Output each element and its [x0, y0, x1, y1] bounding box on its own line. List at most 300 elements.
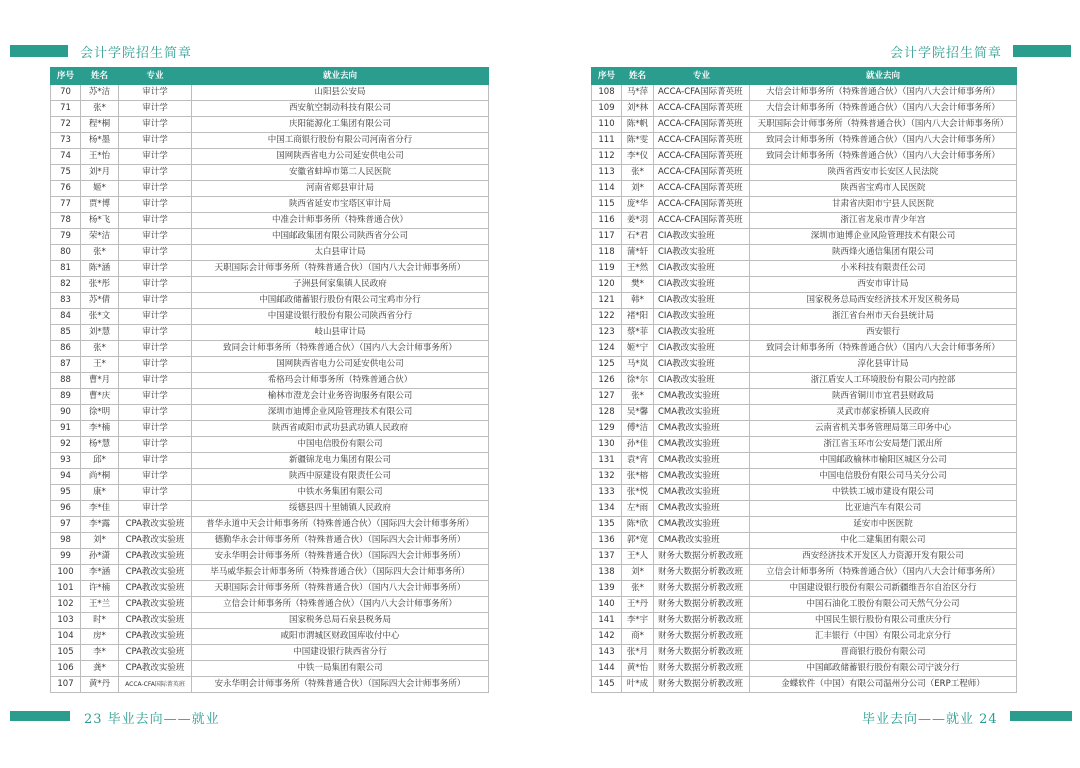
cell-name: 徐*明 — [81, 405, 119, 421]
table-row — [51, 133, 489, 149]
cell-index: 89 — [51, 389, 81, 405]
cell-destination: 浙江省玉环市公安局楚门派出所 — [750, 437, 1017, 453]
table-row — [51, 533, 489, 549]
cell-destination: 榆林市澄龙会计业务咨询服务有限公司 — [192, 389, 489, 405]
table-row — [51, 485, 489, 501]
cell-name: 王*兰 — [81, 597, 119, 613]
cell-index: 88 — [51, 373, 81, 389]
cell-destination: 致同会计师事务所（特殊普通合伙）（国内八大会计师事务所） — [192, 341, 489, 357]
table-row — [51, 341, 489, 357]
cell-destination: 比亚迪汽车有限公司 — [750, 501, 1017, 517]
cell-major: CIA教改实验班 — [654, 357, 750, 373]
cell-destination: 立信会计师事务所（特殊普通合伙）（国内八大会计师事务所） — [750, 565, 1017, 581]
cell-index: 136 — [592, 533, 622, 549]
cell-index: 106 — [51, 661, 81, 677]
cell-index: 144 — [592, 661, 622, 677]
col-header-destination: 就业去向 — [192, 68, 489, 85]
cell-name: 姬* — [81, 181, 119, 197]
cell-major: ACCA-CFA国际菁英班 — [654, 181, 750, 197]
cell-major: ACCA-CFA国际菁英班 — [119, 677, 192, 693]
cell-name: 黄*丹 — [81, 677, 119, 693]
cell-destination: 陕西烽火通信集团有限公司 — [750, 245, 1017, 261]
cell-major: ACCA-CFA国际菁英班 — [654, 149, 750, 165]
cell-major: 审计学 — [119, 389, 192, 405]
table-row — [51, 357, 489, 373]
col-header-major: 专业 — [654, 68, 750, 85]
cell-index: 109 — [592, 101, 622, 117]
table-row — [51, 229, 489, 245]
cell-major: CPA教改实验班 — [119, 581, 192, 597]
cell-index: 134 — [592, 501, 622, 517]
table-row — [592, 245, 1017, 261]
cell-index: 87 — [51, 357, 81, 373]
cell-index: 99 — [51, 549, 81, 565]
cell-name: 张* — [622, 165, 654, 181]
cell-name: 尚*桐 — [81, 469, 119, 485]
cell-index: 123 — [592, 325, 622, 341]
cell-name: 张* — [81, 101, 119, 117]
cell-destination: 中国民生银行股份有限公司重庆分行 — [750, 613, 1017, 629]
cell-name: 姬*宁 — [622, 341, 654, 357]
cell-name: 傅*洁 — [622, 421, 654, 437]
cell-name: 樊* — [622, 277, 654, 293]
cell-major: ACCA-CFA国际菁英班 — [654, 85, 750, 101]
cell-index: 110 — [592, 117, 622, 133]
cell-major: CMA教改实验班 — [654, 501, 750, 517]
table-row — [592, 597, 1017, 613]
cell-index: 80 — [51, 245, 81, 261]
table-row — [51, 373, 489, 389]
cell-index: 82 — [51, 277, 81, 293]
cell-name: 陈*涵 — [81, 261, 119, 277]
cell-destination: 中国邮政集团有限公司陕西省分公司 — [192, 229, 489, 245]
left-header-title: 会计学院招生简章 — [80, 46, 193, 61]
right-header-title: 会计学院招生简章 — [890, 46, 1003, 61]
cell-name: 张* — [622, 389, 654, 405]
cell-destination: 中铁铁工城市建设有限公司 — [750, 485, 1017, 501]
cell-destination: 国家税务总局石泉县税务局 — [192, 613, 489, 629]
cell-name: 杨*飞 — [81, 213, 119, 229]
cell-destination: 中国邮政储蓄银行股份有限公司宁波分行 — [750, 661, 1017, 677]
cell-major: CPA教改实验班 — [119, 661, 192, 677]
cell-index: 119 — [592, 261, 622, 277]
cell-index: 121 — [592, 293, 622, 309]
table-row — [51, 597, 489, 613]
cell-name: 贾*博 — [81, 197, 119, 213]
cell-major: CIA教改实验班 — [654, 277, 750, 293]
cell-index: 143 — [592, 645, 622, 661]
cell-name: 刘* — [622, 565, 654, 581]
cell-name: 张*彤 — [81, 277, 119, 293]
cell-name: 刘* — [81, 533, 119, 549]
table-row — [592, 261, 1017, 277]
table-row — [592, 661, 1017, 677]
cell-major: 财务大数据分析教改班 — [654, 645, 750, 661]
cell-name: 马*岚 — [622, 357, 654, 373]
cell-index: 113 — [592, 165, 622, 181]
cell-name: 荣*洁 — [81, 229, 119, 245]
cell-index: 84 — [51, 309, 81, 325]
right-table-body — [592, 85, 1017, 693]
cell-name: 王* — [81, 357, 119, 373]
cell-major: 财务大数据分析教改班 — [654, 677, 750, 693]
table-row — [51, 517, 489, 533]
cell-major: 审计学 — [119, 309, 192, 325]
cell-destination: 陕西省咸阳市武功县武功镇人民政府 — [192, 421, 489, 437]
cell-major: ACCA-CFA国际菁英班 — [654, 165, 750, 181]
cell-destination: 中准会计师事务所（特殊普通合伙） — [192, 213, 489, 229]
table-row — [51, 85, 489, 101]
table-row — [51, 469, 489, 485]
table-row — [592, 149, 1017, 165]
left-header-bar — [10, 45, 68, 57]
right-footer-text: 毕业去向——就业 24 — [862, 712, 998, 727]
cell-name: 龚* — [81, 661, 119, 677]
table-row — [592, 165, 1017, 181]
table-row — [51, 213, 489, 229]
cell-destination: 咸阳市渭城区财政国库收付中心 — [192, 629, 489, 645]
cell-destination: 立信会计师事务所（特殊普通合伙）（国内八大会计师事务所） — [192, 597, 489, 613]
cell-index: 105 — [51, 645, 81, 661]
cell-destination: 安徽省蚌埠市第二人民医院 — [192, 165, 489, 181]
table-row — [51, 629, 489, 645]
cell-name: 李*楠 — [81, 421, 119, 437]
cell-destination: 中国建设银行股份有限公司陕西省分行 — [192, 309, 489, 325]
cell-major: CMA教改实验班 — [654, 485, 750, 501]
table-row — [592, 85, 1017, 101]
cell-destination: 西安银行 — [750, 325, 1017, 341]
cell-name: 张* — [81, 341, 119, 357]
cell-destination: 德勤华永会计师事务所（特殊普通合伙）（国际四大会计师事务所） — [192, 533, 489, 549]
cell-index: 108 — [592, 85, 622, 101]
table-row — [592, 485, 1017, 501]
cell-index: 130 — [592, 437, 622, 453]
cell-name: 马*萍 — [622, 85, 654, 101]
cell-destination: 国网陕西省电力公司延安供电公司 — [192, 149, 489, 165]
cell-destination: 浙江省台州市天台县统计局 — [750, 309, 1017, 325]
cell-destination: 国网陕西省电力公司延安供电公司 — [192, 357, 489, 373]
cell-major: 审计学 — [119, 437, 192, 453]
right-footer-bar — [1010, 711, 1072, 721]
cell-name: 石*君 — [622, 229, 654, 245]
cell-index: 94 — [51, 469, 81, 485]
cell-major: ACCA-CFA国际菁英班 — [654, 133, 750, 149]
cell-name: 蔡*菲 — [622, 325, 654, 341]
cell-index: 132 — [592, 469, 622, 485]
cell-destination: 致同会计师事务所（特殊普通合伙）（国内八大会计师事务所） — [750, 149, 1017, 165]
cell-major: CIA教改实验班 — [654, 245, 750, 261]
cell-destination: 晋商银行股份有限公司 — [750, 645, 1017, 661]
table-row — [592, 629, 1017, 645]
table-row — [592, 533, 1017, 549]
cell-major: 审计学 — [119, 405, 192, 421]
cell-index: 95 — [51, 485, 81, 501]
cell-major: ACCA-CFA国际菁英班 — [654, 101, 750, 117]
cell-name: 曹*庆 — [81, 389, 119, 405]
cell-major: CMA教改实验班 — [654, 517, 750, 533]
cell-major: CPA教改实验班 — [119, 613, 192, 629]
cell-major: 财务大数据分析教改班 — [654, 597, 750, 613]
cell-index: 77 — [51, 197, 81, 213]
cell-destination: 浙江省龙泉市青少年宫 — [750, 213, 1017, 229]
cell-index: 122 — [592, 309, 622, 325]
table-row — [51, 165, 489, 181]
cell-index: 124 — [592, 341, 622, 357]
cell-name: 刘*林 — [622, 101, 654, 117]
cell-major: 审计学 — [119, 293, 192, 309]
table-row — [51, 101, 489, 117]
cell-index: 97 — [51, 517, 81, 533]
cell-index: 115 — [592, 197, 622, 213]
cell-name: 苏*倩 — [81, 293, 119, 309]
cell-name: 杨*慧 — [81, 437, 119, 453]
cell-name: 邱* — [81, 453, 119, 469]
table-row — [51, 261, 489, 277]
cell-major: CPA教改实验班 — [119, 597, 192, 613]
cell-index: 92 — [51, 437, 81, 453]
cell-name: 张* — [81, 245, 119, 261]
left-footer-bar — [10, 711, 70, 721]
cell-index: 81 — [51, 261, 81, 277]
cell-major: CMA教改实验班 — [654, 437, 750, 453]
cell-name: 蒲*轩 — [622, 245, 654, 261]
table-row — [592, 373, 1017, 389]
cell-name: 李*露 — [81, 517, 119, 533]
cell-destination: 中国建设银行陕西省分行 — [192, 645, 489, 661]
cell-index: 111 — [592, 133, 622, 149]
cell-index: 139 — [592, 581, 622, 597]
cell-name: 王*丹 — [622, 597, 654, 613]
cell-destination: 岐山县审计局 — [192, 325, 489, 341]
right-header-bar — [1013, 45, 1071, 57]
cell-destination: 中国石油化工股份有限公司天然气分公司 — [750, 597, 1017, 613]
cell-name: 庞*华 — [622, 197, 654, 213]
cell-destination: 太白县审计局 — [192, 245, 489, 261]
cell-destination: 大信会计师事务所（特殊普通合伙）（国内八大会计师事务所） — [750, 101, 1017, 117]
cell-name: 张* — [622, 581, 654, 597]
col-header-name: 姓名 — [622, 68, 654, 85]
left-table-body — [51, 85, 489, 693]
cell-destination: 陕西中原建设有限责任公司 — [192, 469, 489, 485]
cell-index: 128 — [592, 405, 622, 421]
cell-index: 133 — [592, 485, 622, 501]
cell-name: 曹*月 — [81, 373, 119, 389]
table-row — [51, 437, 489, 453]
table-row — [51, 405, 489, 421]
table-row — [592, 469, 1017, 485]
cell-destination: 天职国际会计师事务所（特殊普通合伙）（国内八大会计师事务所） — [750, 117, 1017, 133]
cell-name: 吴*馨 — [622, 405, 654, 421]
cell-destination: 云南省机关事务管理局第三印务中心 — [750, 421, 1017, 437]
cell-name: 许*楠 — [81, 581, 119, 597]
cell-index: 78 — [51, 213, 81, 229]
cell-major: CIA教改实验班 — [654, 325, 750, 341]
table-row — [592, 197, 1017, 213]
table-row — [51, 613, 489, 629]
cell-destination: 致同会计师事务所（特殊普通合伙）（国内八大会计师事务所） — [750, 341, 1017, 357]
col-header-major: 专业 — [119, 68, 192, 85]
cell-major: CPA教改实验班 — [119, 629, 192, 645]
cell-major: 审计学 — [119, 85, 192, 101]
table-row — [592, 501, 1017, 517]
cell-name: 刘* — [622, 181, 654, 197]
cell-destination: 致同会计师事务所（特殊普通合伙）（国内八大会计师事务所） — [750, 133, 1017, 149]
right-table-header-row — [592, 68, 1017, 85]
table-row — [592, 581, 1017, 597]
cell-index: 140 — [592, 597, 622, 613]
cell-destination: 小米科技有限责任公司 — [750, 261, 1017, 277]
col-header-destination: 就业去向 — [750, 68, 1017, 85]
table-row — [592, 293, 1017, 309]
cell-index: 96 — [51, 501, 81, 517]
cell-index: 102 — [51, 597, 81, 613]
cell-index: 117 — [592, 229, 622, 245]
cell-index: 90 — [51, 405, 81, 421]
cell-index: 145 — [592, 677, 622, 693]
left-employment-table — [50, 67, 489, 693]
cell-index: 71 — [51, 101, 81, 117]
cell-index: 75 — [51, 165, 81, 181]
cell-index: 91 — [51, 421, 81, 437]
table-row — [592, 357, 1017, 373]
cell-index: 127 — [592, 389, 622, 405]
table-row — [592, 549, 1017, 565]
cell-name: 左*雨 — [622, 501, 654, 517]
cell-destination: 西安经济技术开发区人力资源开发有限公司 — [750, 549, 1017, 565]
cell-destination: 延安市中医医院 — [750, 517, 1017, 533]
cell-name: 李*仪 — [622, 149, 654, 165]
cell-name: 褚*阳 — [622, 309, 654, 325]
cell-major: 审计学 — [119, 245, 192, 261]
cell-destination: 中铁水务集团有限公司 — [192, 485, 489, 501]
cell-destination: 中国电信股份有限公司马关分公司 — [750, 469, 1017, 485]
cell-major: CMA教改实验班 — [654, 421, 750, 437]
cell-index: 73 — [51, 133, 81, 149]
cell-index: 135 — [592, 517, 622, 533]
cell-destination: 安永华明会计师事务所（特殊普通合伙）（国际四大会计师事务所） — [192, 677, 489, 693]
table-row — [51, 293, 489, 309]
table-row — [592, 421, 1017, 437]
cell-index: 70 — [51, 85, 81, 101]
table-row — [51, 453, 489, 469]
cell-destination: 深圳市迪博企业风险管理技术有限公司 — [192, 405, 489, 421]
cell-major: 审计学 — [119, 325, 192, 341]
cell-name: 张*月 — [622, 645, 654, 661]
cell-index: 141 — [592, 613, 622, 629]
cell-index: 93 — [51, 453, 81, 469]
cell-destination: 中国邮政储蓄银行股份有限公司宝鸡市分行 — [192, 293, 489, 309]
cell-destination: 国家税务总局西安经济技术开发区税务局 — [750, 293, 1017, 309]
cell-name: 时* — [81, 613, 119, 629]
cell-index: 125 — [592, 357, 622, 373]
table-row — [51, 549, 489, 565]
cell-major: 审计学 — [119, 229, 192, 245]
cell-name: 张*文 — [81, 309, 119, 325]
cell-major: 审计学 — [119, 197, 192, 213]
cell-name: 陈*雯 — [622, 133, 654, 149]
cell-destination: 毕马威华振会计师事务所（特殊普通合伙）（国际四大会计师事务所） — [192, 565, 489, 581]
cell-major: CPA教改实验班 — [119, 517, 192, 533]
cell-name: 李*宇 — [622, 613, 654, 629]
cell-major: CIA教改实验班 — [654, 261, 750, 277]
cell-destination: 西安市审计局 — [750, 277, 1017, 293]
cell-index: 104 — [51, 629, 81, 645]
cell-major: CIA教改实验班 — [654, 341, 750, 357]
table-row — [592, 677, 1017, 693]
cell-major: 审计学 — [119, 277, 192, 293]
cell-destination: 深圳市迪博企业风险管理技术有限公司 — [750, 229, 1017, 245]
cell-index: 76 — [51, 181, 81, 197]
cell-major: 审计学 — [119, 261, 192, 277]
table-row — [592, 517, 1017, 533]
cell-name: 孙*佳 — [622, 437, 654, 453]
table-row — [51, 661, 489, 677]
cell-name: 刘*月 — [81, 165, 119, 181]
cell-major: 审计学 — [119, 133, 192, 149]
cell-index: 137 — [592, 549, 622, 565]
table-row — [51, 117, 489, 133]
cell-destination: 山阳县公安局 — [192, 85, 489, 101]
cell-name: 刘*慧 — [81, 325, 119, 341]
table-row — [592, 101, 1017, 117]
cell-name: 张*悦 — [622, 485, 654, 501]
cell-destination: 大信会计师事务所（特殊普通合伙）（国内八大会计师事务所） — [750, 85, 1017, 101]
cell-name: 苏*洁 — [81, 85, 119, 101]
cell-index: 85 — [51, 325, 81, 341]
cell-name: 房* — [81, 629, 119, 645]
table-row — [51, 309, 489, 325]
cell-major: CPA教改实验班 — [119, 549, 192, 565]
table-row — [51, 565, 489, 581]
cell-major: 财务大数据分析教改班 — [654, 549, 750, 565]
table-row — [592, 437, 1017, 453]
table-row — [592, 229, 1017, 245]
cell-name: 徐*尔 — [622, 373, 654, 389]
cell-name: 袁*宵 — [622, 453, 654, 469]
cell-destination: 普华永道中天会计师事务所（特殊普通合伙）（国际四大会计师事务所） — [192, 517, 489, 533]
cell-major: CIA教改实验班 — [654, 293, 750, 309]
cell-destination: 希格玛会计师事务所（特殊普通合伙） — [192, 373, 489, 389]
cell-index: 79 — [51, 229, 81, 245]
cell-name: 李* — [81, 645, 119, 661]
cell-destination: 河南省郏县审计局 — [192, 181, 489, 197]
cell-major: CMA教改实验班 — [654, 469, 750, 485]
cell-index: 114 — [592, 181, 622, 197]
table-row — [51, 581, 489, 597]
table-row — [592, 325, 1017, 341]
cell-major: CMA教改实验班 — [654, 533, 750, 549]
cell-name: 杨*墨 — [81, 133, 119, 149]
cell-index: 83 — [51, 293, 81, 309]
cell-destination: 陕西省延安市宝塔区审计局 — [192, 197, 489, 213]
cell-destination: 天职国际会计师事务所（特殊普通合伙）（国内八大会计师事务所） — [192, 581, 489, 597]
cell-index: 120 — [592, 277, 622, 293]
cell-destination: 中化二建集团有限公司 — [750, 533, 1017, 549]
cell-index: 98 — [51, 533, 81, 549]
cell-destination: 金蝶软件（中国）有限公司温州分公司（ERP工程师） — [750, 677, 1017, 693]
cell-destination: 汇丰银行（中国）有限公司北京分行 — [750, 629, 1017, 645]
cell-major: 财务大数据分析教改班 — [654, 565, 750, 581]
table-row — [51, 197, 489, 213]
table-row — [592, 389, 1017, 405]
table-row — [51, 325, 489, 341]
cell-name: 商* — [622, 629, 654, 645]
table-row — [592, 405, 1017, 421]
table-row — [51, 149, 489, 165]
table-row — [51, 389, 489, 405]
cell-name: 王*然 — [622, 261, 654, 277]
cell-destination: 天职国际会计师事务所（特殊普通合伙）（国内八大会计师事务所） — [192, 261, 489, 277]
